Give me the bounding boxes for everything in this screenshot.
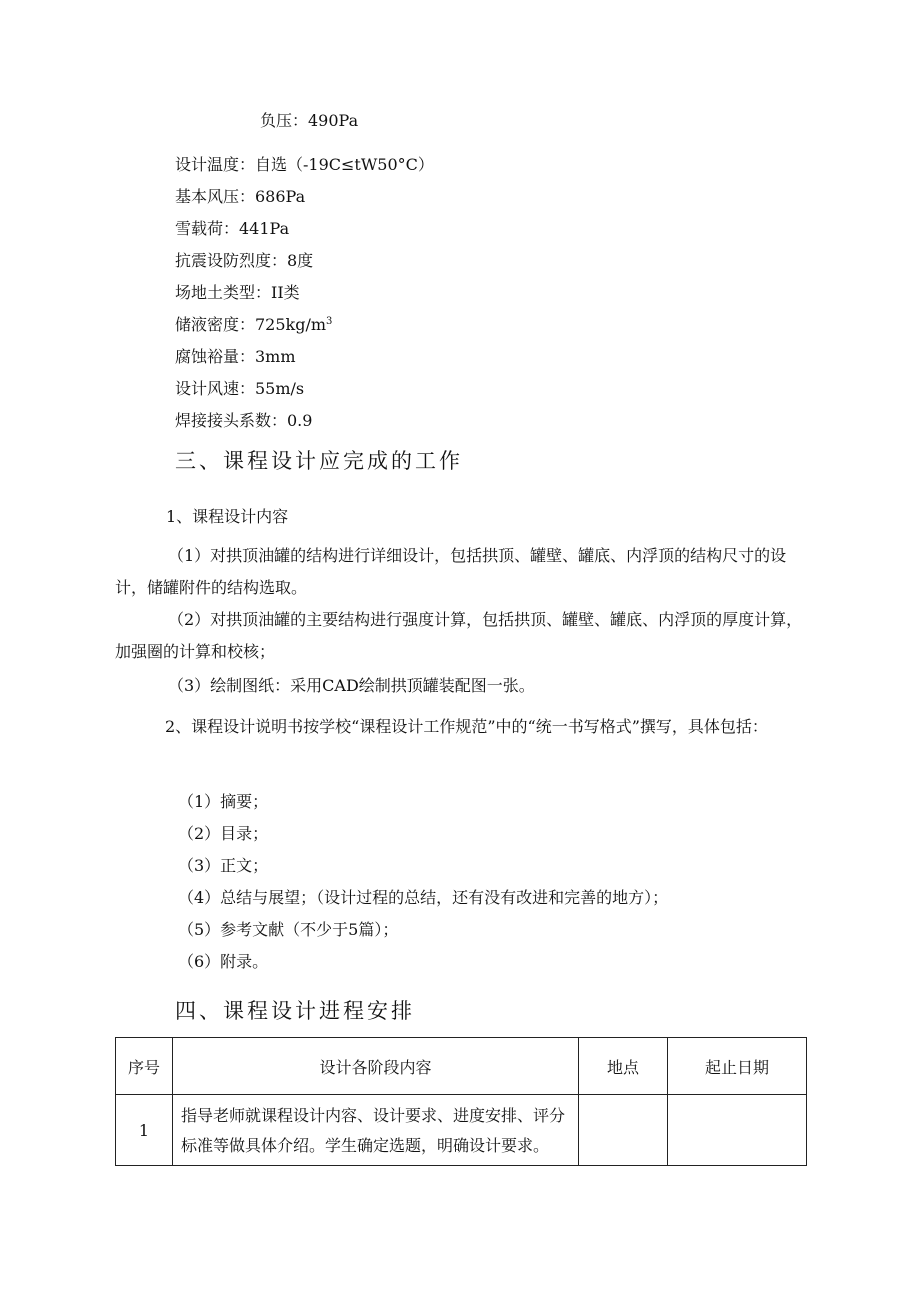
spec-snow-load: 雪载荷：441Pa (175, 219, 290, 238)
section3-heading: 三、课程设计应完成的工作 (175, 449, 463, 473)
section3-sub1: 1、课程设计内容 (166, 507, 289, 526)
spec-wind-speed: 设计风速：55m/s (175, 379, 305, 398)
spec-negative-pressure: 负压：490Pa (260, 111, 359, 130)
list-item: （2）目录； (178, 824, 269, 843)
page-bottom-mask (0, 1185, 920, 1305)
section3-item2: （2）对拱顶油罐的主要结构进行强度计算，包括拱顶、罐壁、罐底、内浮顶的厚度计算，加强圈的计算和校核； (115, 610, 803, 661)
list-item: （4）总结与展望；（设计过程的总结，还有没有改进和完善的地方）； (178, 888, 669, 907)
spec-density-text: 储液密度：725kg/m (175, 315, 327, 334)
table-header-row (116, 1038, 807, 1095)
col-header-no: 序号 (116, 1038, 173, 1095)
spec-corrosion: 腐蚀裕量：3mm (175, 347, 296, 366)
spec-seismic: 抗震设防烈度：8度 (175, 251, 314, 270)
col-header-dates: 起止日期 (668, 1038, 807, 1095)
list-item: （5）参考文献（不少于5篇）； (178, 920, 399, 939)
schedule-table (115, 1037, 807, 1166)
list-item: （6）附录。 (178, 952, 269, 971)
spec-site-soil: 场地土类型：II类 (175, 283, 300, 302)
cell-dates (668, 1095, 807, 1166)
col-header-location: 地点 (579, 1038, 668, 1095)
cell-no: 1 (116, 1095, 173, 1166)
spec-density-superscript: 3 (326, 316, 333, 327)
spec-weld-coef: 焊接接头系数：0.9 (175, 411, 313, 430)
col-header-content: 设计各阶段内容 (173, 1038, 579, 1095)
spec-density (175, 314, 332, 336)
cell-content: 指导老师就课程设计内容、设计要求、进度安排、评分标准等做具体介绍。学生确定选题，明确设计要求。 (173, 1095, 579, 1166)
section4-heading: 四、课程设计进程安排 (175, 999, 415, 1023)
cell-location (579, 1095, 668, 1166)
spec-wind-pressure: 基本风压：686Pa (175, 187, 306, 206)
section3-sub2: 2、课程设计说明书按学校“课程设计工作规范”中的“统一书写格式”撰写，具体包括： (165, 717, 768, 736)
list-item: （1）摘要； (178, 792, 269, 811)
list-item: （3）正文； (178, 856, 269, 875)
table-row (116, 1095, 807, 1166)
section3-item3: （3）绘制图纸：采用CAD绘制拱顶罐装配图一张。 (168, 676, 535, 695)
section3-item1: （1）对拱顶油罐的结构进行详细设计，包括拱顶、罐壁、罐底、内浮顶的结构尺寸的设计，储罐附件的结构选取。 (115, 546, 787, 597)
spec-design-temp: 设计温度：自选（-19C≤tW50°C） (175, 155, 434, 174)
